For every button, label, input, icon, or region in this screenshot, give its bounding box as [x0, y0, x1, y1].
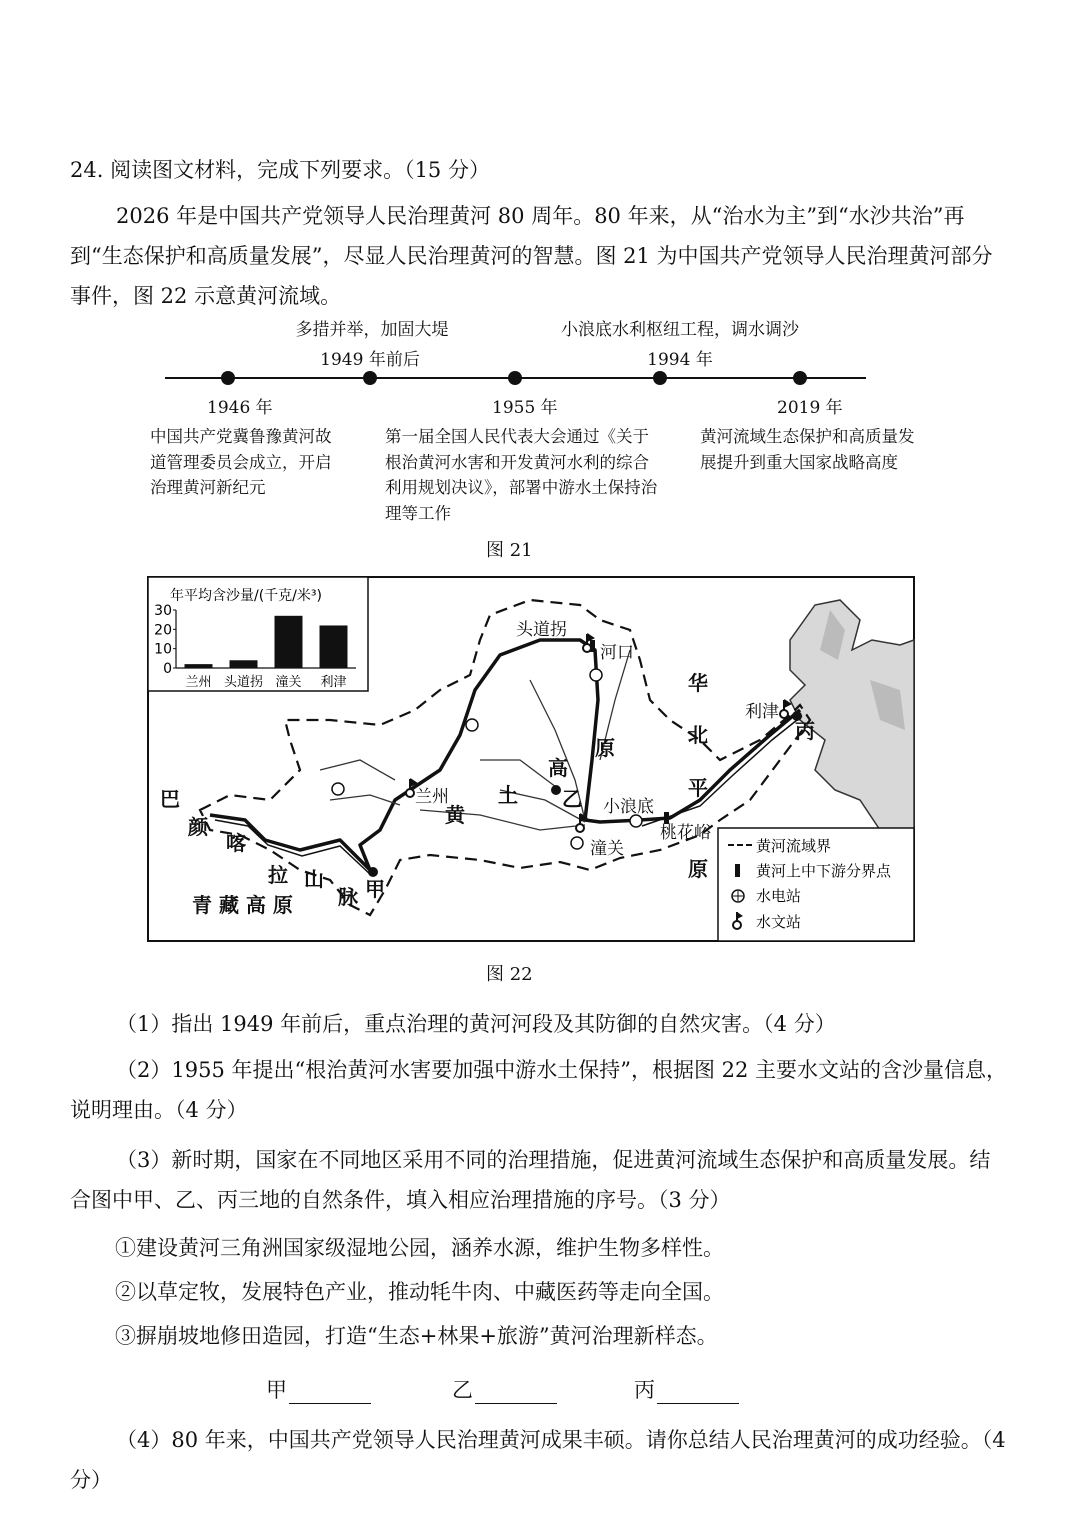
- legend-hydro-station: 水文站: [756, 913, 802, 931]
- label-huabei-2: 北: [688, 723, 708, 747]
- sub-question-4: （4）80 年来，中国共产党领导人民治理黄河成果丰硕。请你总结人民治理黄河的成功经验。（4 分）: [70, 1428, 1006, 1492]
- inset-bar-3: [320, 625, 348, 668]
- timeline-desc-1955: 第一届全国人民代表大会通过《关于根治黄河水害和开发黄河水利的综合利用规划决议》，部署中游水土保持治理等工作: [385, 427, 658, 523]
- inset-chart: [148, 577, 368, 691]
- map-legend: [718, 828, 914, 941]
- timeline-desc-2019: 黄河流域生态保护和高质量发展提升到重大国家战略高度: [700, 427, 915, 472]
- label-bayan-1: 巴: [160, 787, 180, 811]
- label-huabei-4: 原: [688, 857, 708, 881]
- label-bayan-6: 脉: [338, 885, 358, 909]
- figure-22-caption: 图 22: [486, 964, 533, 985]
- legend-boundary: 黄河流域界: [756, 837, 832, 855]
- inset-category-label: 兰州: [185, 675, 212, 690]
- inset-bar-0: [185, 664, 213, 668]
- sub-question-1: （1）指出 1949 年前后，重点治理的黄河河段及其防御的自然灾害。（4 分）: [116, 1012, 836, 1036]
- label-lanzhou: 兰州: [415, 787, 449, 807]
- label-loess-4: 原: [595, 736, 615, 760]
- question-intro: 2026 年是中国共产党领导人民治理黄河 80 周年。80 年来，从“治水为主”到“水沙共治”再到“生态保护和高质量发展”，尽显人民治理黄河的智慧。图 21 为中国共产党领导人民治理黄河部分事件，图 22 示意黄河流域。: [70, 204, 993, 308]
- inset-category-label: 潼关: [275, 675, 302, 690]
- inset-y-tick: 20: [154, 622, 172, 639]
- label-loess-1: 黄: [445, 803, 465, 827]
- label-loess-3: 高: [548, 756, 568, 780]
- timeline-year-1946: 1946 年: [207, 398, 273, 418]
- answer-blank-jia[interactable]: 甲: [266, 1374, 371, 1404]
- option-2: ②以草定牧，发展特色产业，推动牦牛肉、中藏医药等走向全国。: [115, 1280, 724, 1304]
- inset-category-label: 头道拐: [223, 675, 264, 690]
- legend-divide: 黄河上中下游分界点: [756, 862, 892, 880]
- label-qingzang: 青 藏 高 原: [192, 893, 293, 917]
- label-bing: 丙: [795, 719, 815, 743]
- sub-question-2: （2）1955 年提出“根治黄河水害要加强中游水土保持”，根据图 22 主要水文站的含沙量信息，说明理由。（4 分）: [70, 1058, 1008, 1122]
- label-yi: 乙: [562, 787, 582, 811]
- bohai-sea-area: [790, 600, 914, 830]
- timeline-desc-1946: 中国共产党冀鲁豫黄河故道管理委员会成立，开启治理黄河新纪元: [150, 427, 332, 497]
- timeline-year-1949: 1949 年前后: [320, 350, 420, 370]
- label-bayan-5: 山: [304, 867, 324, 891]
- label-loess-2: 土: [498, 783, 518, 807]
- label-lijin: 利津: [745, 702, 779, 722]
- inset-category-label: 利津: [320, 675, 347, 690]
- label-huabei-3: 平: [688, 776, 708, 800]
- sub-question-3: （3）新时期，国家在不同地区采用不同的治理措施，促进黄河流域生态保护和高质量发展。结合图中甲、乙、丙三地的自然条件，填入相应治理措施的序号。（3 分）: [70, 1148, 991, 1212]
- inset-y-tick: 0: [163, 661, 172, 677]
- point-jia: [368, 867, 378, 877]
- label-bayan-3: 喀: [226, 831, 246, 855]
- answer-blank-yi[interactable]: 乙: [452, 1374, 557, 1404]
- label-huabei-1: 华: [688, 671, 708, 695]
- inset-y-tick: 10: [154, 641, 172, 658]
- label-taohuayu: 桃花峪: [660, 823, 711, 843]
- question-title: 24. 阅读图文材料，完成下列要求。（15 分）: [70, 158, 490, 182]
- option-3: ③摒崩坡地修田造园，打造“生态+林果+旅游”黄河治理新样态。: [115, 1324, 718, 1348]
- label-toudaoguai: 头道拐: [516, 620, 567, 640]
- timeline-above-text-1994: 小浪底水利枢纽工程，调水调沙: [561, 320, 799, 340]
- point-yi: [551, 785, 561, 795]
- label-xiaolangdi: 小浪底: [603, 797, 654, 817]
- legend-hydro-power: 水电站: [756, 887, 802, 905]
- inset-bar-2: [275, 616, 303, 668]
- option-1: ①建设黄河三角洲国家级湿地公园，涵养水源，维护生物多样性。: [115, 1236, 724, 1260]
- label-hekou: 河口: [600, 643, 634, 663]
- label-bayan-2: 颜: [188, 815, 208, 839]
- timeline-above-text-1949: 多措并举，加固大堤: [295, 320, 449, 340]
- label-bayan-4: 拉: [268, 863, 288, 887]
- inset-bar-1: [230, 660, 258, 668]
- label-jia: 甲: [365, 877, 385, 901]
- timeline-year-1994: 1994 年: [647, 350, 713, 370]
- timeline-year-2019: 2019 年: [777, 398, 843, 418]
- answer-blank-bing[interactable]: 丙: [634, 1374, 739, 1404]
- timeline-year-1955: 1955 年: [492, 398, 558, 418]
- inset-y-tick: 30: [154, 603, 172, 619]
- figure-21-caption: 图 21: [486, 540, 533, 561]
- label-tongguan: 潼关: [590, 839, 624, 859]
- inset-chart-title: 年平均含沙量/(千克/米³): [170, 588, 322, 604]
